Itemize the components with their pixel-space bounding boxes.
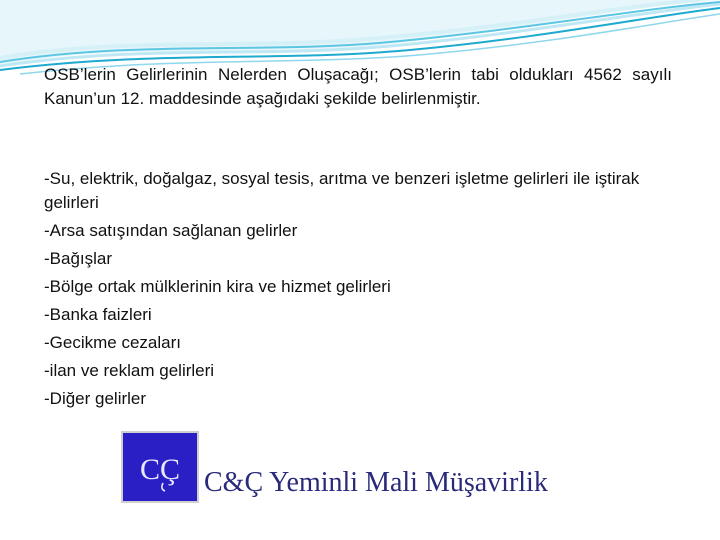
list-item: -Gecikme cezaları <box>44 333 181 352</box>
logo-letters: CÇ <box>139 453 181 486</box>
company-name: C&Ç Yeminli Mali Müşavirlik <box>204 467 548 498</box>
list-item: -Banka faizleri <box>44 305 152 324</box>
income-list <box>44 167 672 415</box>
intro-paragraph: OSB’lerin Gelirlerinin Nelerden Oluşacağı; OSB’lerin tabi oldukları 4562 sayılı Kanun’un 12. maddesinde aşağıdaki şekilde belirlenmiştir. <box>44 65 672 108</box>
list-item: -Bölge ortak mülklerinin kira ve hizmet gelirleri <box>44 277 391 296</box>
list-item: -ilan ve reklam gelirleri <box>44 361 215 380</box>
list-item: -Su, elektrik, doğalgaz, sosyal tesis, arıtma ve benzeri işletme gelirleri ile iştirak gelirleri <box>44 169 640 212</box>
list-item: -Bağışlar <box>44 249 113 268</box>
list-item: -Arsa satışından sağlanan gelirler <box>44 221 298 240</box>
list-item: -Diğer gelirler <box>44 389 147 408</box>
company-logo <box>121 431 199 503</box>
logo-mark-icon <box>123 433 197 501</box>
